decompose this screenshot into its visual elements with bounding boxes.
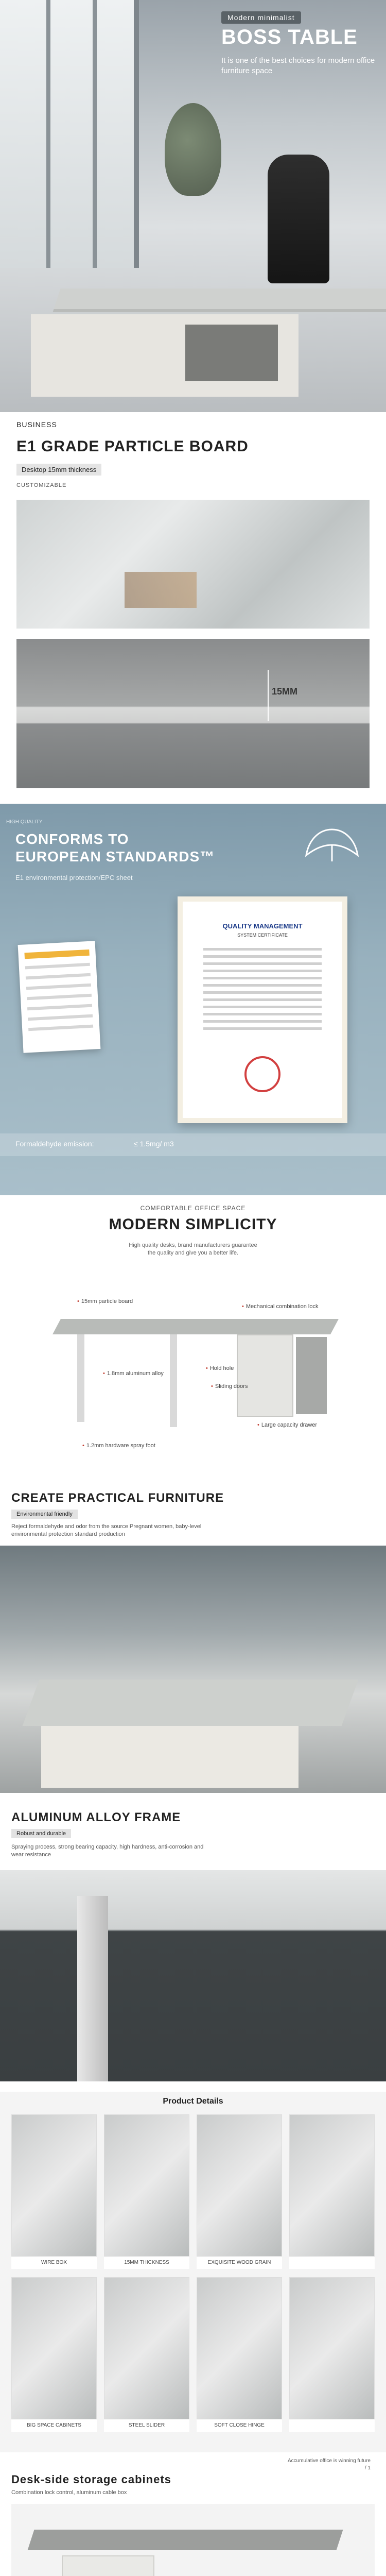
hero-tag: Modern minimalist <box>221 11 301 24</box>
aluminum-description: Spraying process, strong bearing capacity, high hardness, anti-corrosion and wear resistance <box>11 1844 204 1858</box>
detail-label: BIG SPACE CABINETS <box>11 2419 97 2432</box>
material-title: E1 GRADE PARTICLE BOARD <box>16 438 249 455</box>
desk-diagram-leg <box>170 1334 177 1427</box>
detail-image <box>104 2114 189 2257</box>
modern-title: MODERN SIMPLICITY <box>109 1216 277 1233</box>
hero-chair-illustration <box>268 155 329 283</box>
aluminum-leg <box>77 1896 108 2081</box>
detail-label: SOFT CLOSE HINGE <box>197 2419 282 2432</box>
detail-label: EXQUISITE WOOD GRAIN <box>197 2257 282 2269</box>
hero-desk-inset <box>185 325 278 381</box>
edge-closeup-photo <box>16 639 370 788</box>
callout-hole: • Hold hole <box>206 1365 234 1371</box>
quality-certificate <box>178 896 347 1123</box>
hero-title: BOSS TABLE <box>221 26 358 48</box>
test-report-document <box>18 941 101 1053</box>
storage-description: Combination lock control, aluminum cable box <box>11 2489 127 2496</box>
aluminum-pill: Robust and durable <box>11 1829 71 1838</box>
desktop-photo <box>16 500 370 629</box>
modern-caption: COMFORTABLE OFFICE SPACE <box>140 1205 246 1212</box>
desk-diagram-leg <box>77 1334 84 1422</box>
office-scene-desk-body <box>41 1726 299 1788</box>
business-label: BUSINESS <box>16 420 57 429</box>
modern-simplicity-section <box>0 1195 386 1484</box>
detail-image <box>289 2114 375 2257</box>
practical-pill: Environmental friendly <box>11 1510 78 1519</box>
callout-sliding-doors: • Sliding doors <box>211 1383 248 1389</box>
material-pill: Desktop 15mm thickness <box>16 464 101 476</box>
certificate-heading: QUALITY MANAGEMENT <box>222 922 303 930</box>
detail-label: WIRE BOX <box>11 2257 97 2269</box>
hero-banner <box>0 0 386 412</box>
detail-item <box>11 2114 97 2269</box>
standards-small-label: HIGH QUALITY <box>6 819 43 825</box>
detail-item <box>104 2277 189 2432</box>
storage-cabinet <box>62 2555 154 2576</box>
practical-section <box>0 1484 386 1803</box>
storage-corner-note <box>283 2458 371 2472</box>
desk-diagram-top <box>52 1319 339 1334</box>
callout-spray-foot: • 1.2mm hardware spray foot <box>82 1443 155 1449</box>
storage-section <box>0 2452 386 2576</box>
frame-closeup-photo <box>0 1870 386 2081</box>
desk-diagram-side-panel <box>237 1334 293 1417</box>
callout-frame: • 1.8mm aluminum alloy <box>103 1370 164 1377</box>
details-title: Product Details <box>163 2097 223 2106</box>
certificate-subheading: SYSTEM CERTIFICATE <box>237 933 288 938</box>
practical-title: CREATE PRACTICAL FURNITURE <box>11 1491 224 1505</box>
hero-desk-top <box>53 289 386 312</box>
standards-title-line2: EUROPEAN STANDARDS™ <box>15 849 215 865</box>
material-sub: CUSTOMIZABLE <box>16 482 67 488</box>
detail-item <box>289 2277 375 2432</box>
hero-window-illustration <box>0 0 139 268</box>
detail-label: STEEL SLIDER <box>104 2419 189 2432</box>
detail-item <box>289 2114 375 2269</box>
aluminum-title: ALUMINUM ALLOY FRAME <box>11 1810 181 1824</box>
detail-image <box>289 2277 375 2419</box>
storage-desk-top <box>28 2530 343 2550</box>
standards-subtitle: E1 environmental protection/EPC sheet <box>15 874 133 882</box>
detail-image <box>11 2114 97 2257</box>
callout-drawer: • Large capacity drawer <box>257 1422 317 1428</box>
storage-corner-number: / 1 <box>364 2465 371 2471</box>
callout-particle-board: • 15mm particle board <box>77 1298 133 1304</box>
standards-title-line1: CONFORMS TO <box>15 831 129 847</box>
standards-title <box>15 831 215 866</box>
callout-lock: • Mechanical combination lock <box>242 1303 319 1310</box>
storage-corner-text: Accumulative office is winning future <box>287 2458 371 2464</box>
certificate-seal-icon <box>244 1056 280 1092</box>
emission-label: Formaldehyde emission: <box>15 1140 94 1148</box>
product-details-section <box>0 2092 386 2452</box>
detail-image <box>11 2277 97 2419</box>
detail-item <box>197 2114 282 2269</box>
aluminum-section <box>0 1803 386 2092</box>
detail-item <box>197 2277 282 2432</box>
detail-label <box>289 2419 375 2432</box>
detail-image <box>104 2277 189 2419</box>
details-grid <box>11 2114 375 2432</box>
practical-description: Reject formaldehyde and odor from the source Pregnant women, baby-level environmental protection standard production <box>11 1523 202 1537</box>
office-scene-desk-top <box>23 1680 359 1726</box>
edge-measure-line <box>268 670 269 721</box>
certificate-text-lines <box>203 948 322 1035</box>
detail-image <box>197 2277 282 2419</box>
detail-label <box>289 2257 375 2269</box>
detail-item <box>11 2277 97 2432</box>
detail-item <box>104 2114 189 2269</box>
edge-thickness-label: 15MM <box>272 686 298 697</box>
standards-section <box>0 804 386 1195</box>
modern-description: High quality desks, brand manufacturers guarantee the quality and give you a better life. <box>129 1242 257 1256</box>
detail-label: 15MM THICKNESS <box>104 2257 189 2269</box>
material-section <box>0 412 386 804</box>
storage-title: Desk-side storage cabinets <box>11 2473 171 2486</box>
leaf-emblem-icon <box>299 824 365 866</box>
hero-description: It is one of the best choices for modern office furniture space <box>221 56 375 75</box>
emission-value: ≤ 1.5mg/ m3 <box>134 1140 174 1148</box>
desk-diagram-drawers <box>296 1337 327 1414</box>
hero-plant-illustration <box>165 103 221 196</box>
detail-image <box>197 2114 282 2257</box>
